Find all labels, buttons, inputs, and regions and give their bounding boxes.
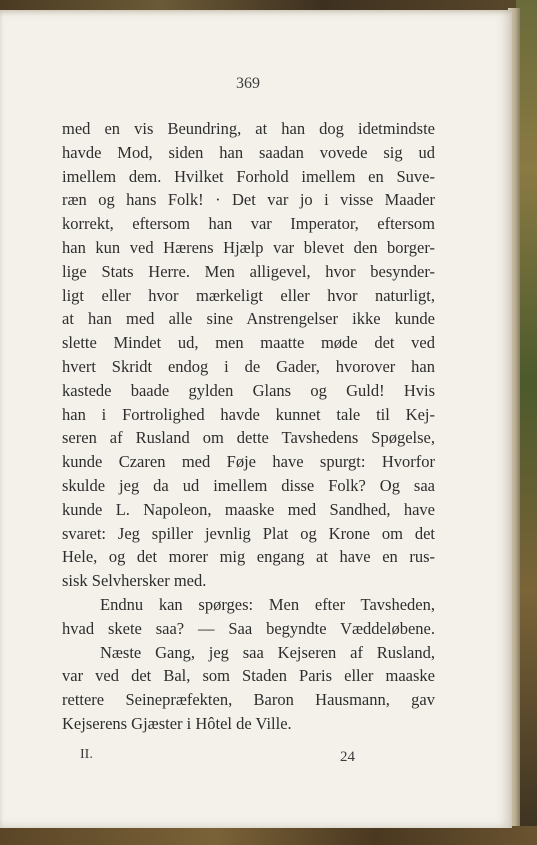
signature-mark: II. xyxy=(80,747,93,762)
text-line: var ved det Bal, som Staden Paris eller maaske xyxy=(62,666,435,686)
page-footer xyxy=(0,745,512,765)
text-line: kunde Czaren med Føje have spurgt: Hvorfor xyxy=(62,452,435,472)
text-line: kunde L. Napoleon, maaske med Sandhed, have xyxy=(62,499,435,519)
book-page xyxy=(0,10,512,828)
text-line: korrekt, eftersom han var Imperator, eftersom xyxy=(62,214,435,234)
text-line: ligt eller hvor mærkeligt eller hvor naturligt, xyxy=(62,285,435,305)
text-line: Hele, og det morer mig engang at have en rus- xyxy=(62,547,435,567)
page-number: 369 xyxy=(236,75,260,92)
text-line: seren af Rusland om dette Tavshedens Spøgelse, xyxy=(62,428,435,448)
text-line: slette Mindet ud, men maatte møde det ved xyxy=(62,333,435,353)
text-line: med en vis Beundring, at han dog idetmindste xyxy=(62,119,435,138)
paragraph-end-line: hvad skete saa? — Saa begyndte Væddeløbene. xyxy=(62,618,435,638)
text-line: imellem dem. Hvilket Forhold imellem en Suve- xyxy=(62,166,435,186)
text-line: skulde jeg da ud imellem disse Folk? Og saa xyxy=(62,475,435,495)
text-line: han kun ved Hærens Hjælp var blevet den borger- xyxy=(62,237,435,257)
text-line: lige Stats Herre. Men alligevel, hvor besynder- xyxy=(62,261,435,281)
text-line: rettere Seinepræfekten, Baron Hausmann, gav xyxy=(62,690,435,710)
text-line: svaret: Jeg spiller jevnlig Plat og Krone om det xyxy=(62,523,435,543)
text-line: Endnu kan spørges: Men efter Tavsheden, xyxy=(100,594,435,614)
paragraph-end-line: Kejserens Gjæster i Hôtel de Ville. xyxy=(62,713,292,733)
text-line: kastede baade gylden Glans og Guld! Hvis xyxy=(62,380,435,400)
text-line: at han med alle sine Anstrengelser ikke kunde xyxy=(62,309,435,329)
book-cover-bottom xyxy=(0,826,537,845)
body-text xyxy=(62,117,435,736)
text-line: Næste Gang, jeg saa Kejseren af Rusland, xyxy=(100,642,435,662)
text-line: han i Fortrolighed havde kunnet tale til Kej- xyxy=(62,404,435,424)
sheet-number: 24 xyxy=(340,749,355,765)
text-line: hvert Skridt endog i de Gader, hvorover han xyxy=(62,356,435,376)
text-line: ræn og hans Folk! · Det var jo i visse Maader xyxy=(62,190,435,210)
text-line: havde Mod, siden han saadan vovede sig ud xyxy=(62,142,435,162)
paragraph-end-line: sisk Selvhersker med. xyxy=(62,571,207,591)
